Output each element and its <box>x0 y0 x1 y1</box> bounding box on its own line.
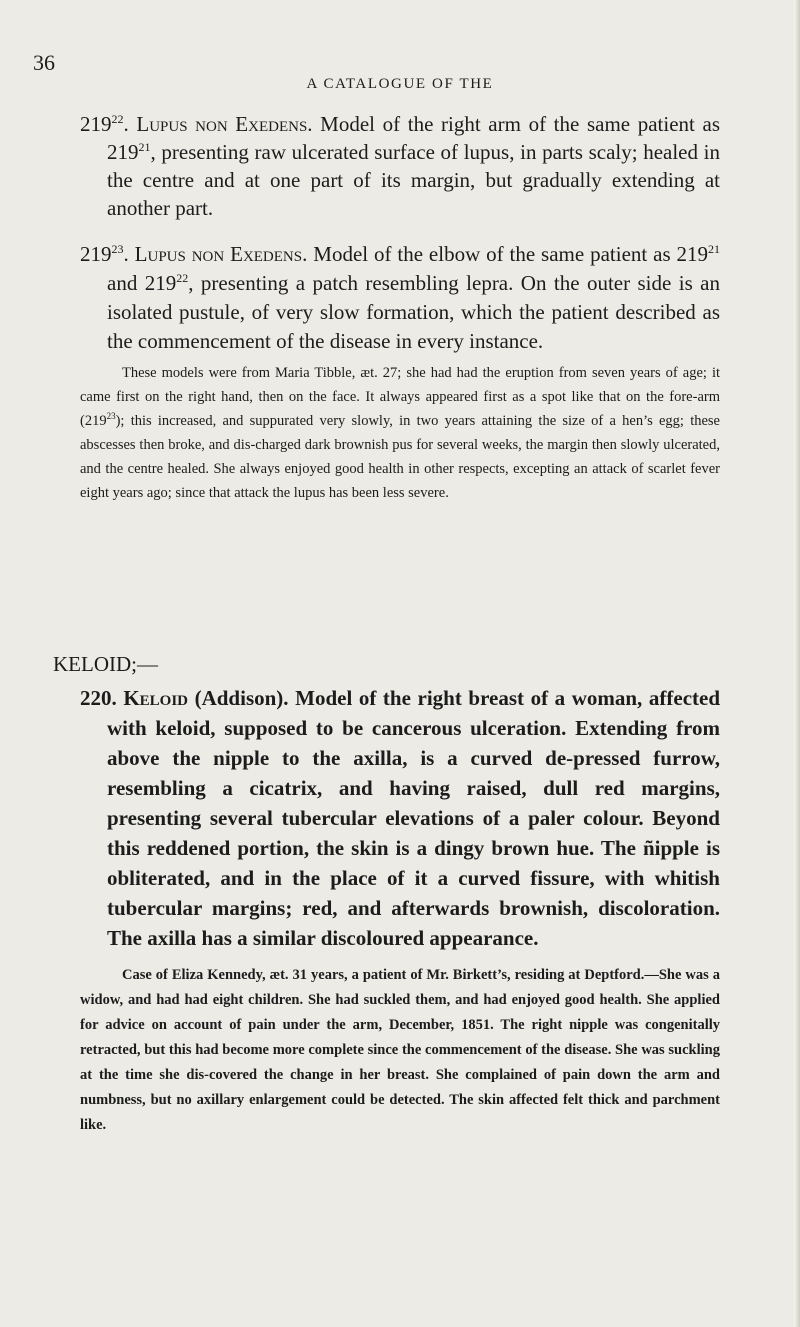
entry-220-case: Case of Eliza Kennedy, æt. 31 years, a patient of Mr. Birkett’s, residing at Deptford.—She was a widow, and had had eight children. She had suckled them, and had enjoyed good health. She applied for advice on account of pain under the arm, December, 1851. The right nipple was congenitally retracted, but this had become more complete since the commencement of the disease. She was suckling at the time she dis-covered the change in her breast. She complained of pain down the arm and numbness, but no axillary enlargement could be detected. The skin affected felt thick and parchment like. <box>80 967 720 1133</box>
entry-title: Lupus non Exedens. <box>134 242 308 266</box>
entry-title: Keloid <box>123 686 189 710</box>
section-keloid <box>53 652 721 1138</box>
page-number: 36 <box>33 50 55 75</box>
entry-title: Lupus non Exedens. <box>136 112 313 136</box>
entry-219-23 <box>80 240 720 505</box>
entry-number: 220. <box>80 686 117 710</box>
section-heading: KELOID;— <box>53 652 158 676</box>
running-head: A CATALOGUE OF THE <box>306 76 494 92</box>
entry-superscript: 22 <box>111 112 124 126</box>
entry-number: 219 <box>80 242 112 266</box>
page-edge <box>794 0 800 1327</box>
entry-219-23-note: These models were from Maria Tibble, æt. 27; she had had the eruption from seven years of age; it came first on the right hand, then on the face. It always appeared first as a spot like that on the fore-arm $(219^{23})$; this increased, and suppurated very slowly, in two years attaining the size of a hen’s egg; these abscesses then broke, and dis-charged dark brownish pus for several weeks, the margin then slowly ulcerated, and the centre healed. She always enjoyed good health in other respects, excepting an attack of scarlet fever eight years ago; since that attack the lupus has been less severe. <box>80 365 720 501</box>
entry-219-22-text: $219^{22}$. Lupus non Exedens. Model of the right arm of the same patient as $219^{21}$, presenting raw ulcerated surface of lupus, in parts scaly; healed in the centre and at one part of its margin, but gradually extending at another part. <box>80 112 720 220</box>
entry-number: 219 <box>80 112 112 136</box>
entry-220-text: 220. Keloid (Addison). Model of the right breast of a woman, affected with keloid, supposed to be cancerous ulceration. Extending from above the nipple to the axilla, is a curved de-pressed furrow, resembling a cicatrix, and having raised, dull red margins, presenting several tubercular elevations of a paler colour. Beyond this reddened portion, the skin is a dingy brown hue. The ñipple is obliterated, and in the place of it a curved fissure, with whitish tubercular margins; red, and afterwards brownish, discoloration. The axilla has a similar discoloured appearance. <box>80 686 721 950</box>
entry-superscript: 23 <box>111 242 124 256</box>
entry-219-23-text: $219^{23}$. Lupus non Exedens. Model of the elbow of the same patient as $219^{21}$ and $219^{22}$, presenting a patch resembling lepra. On the outer side is an isolated pustule, of very slow formation, which the patient described as the commencement of the disease in every instance. <box>80 242 721 353</box>
entry-219-22 <box>80 110 720 222</box>
